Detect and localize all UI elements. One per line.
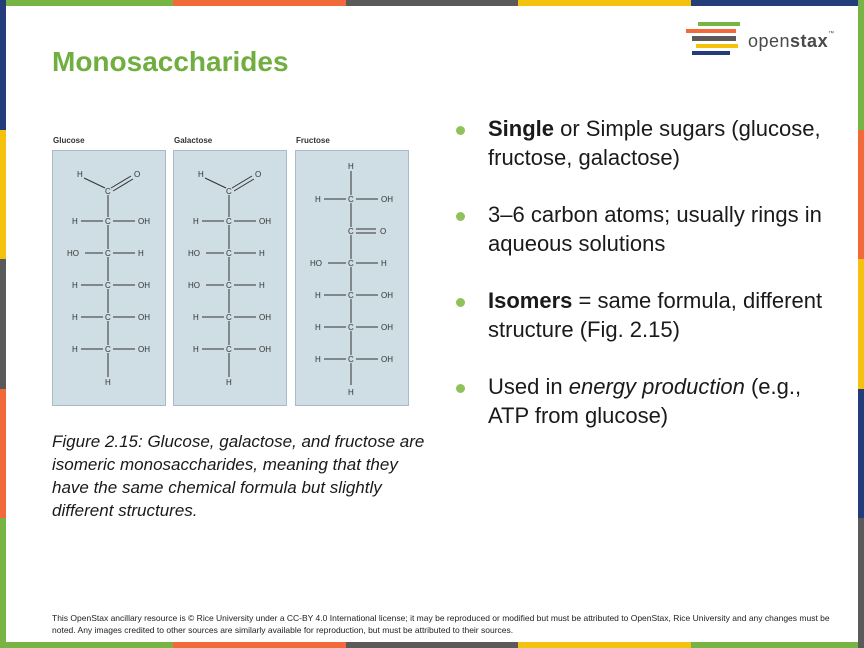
right-color-bar (858, 0, 864, 648)
svg-text:H: H (348, 162, 354, 171)
svg-text:O: O (255, 170, 262, 179)
svg-text:H: H (348, 388, 354, 397)
svg-text:C: C (226, 281, 232, 290)
bullet-dot-icon (456, 384, 465, 393)
svg-text:C: C (105, 313, 111, 322)
svg-text:C: C (226, 345, 232, 354)
svg-text:OH: OH (138, 313, 150, 322)
svg-text:H: H (226, 378, 232, 387)
svg-text:H: H (315, 195, 321, 204)
svg-text:C: C (105, 187, 111, 196)
svg-text:H: H (77, 170, 83, 179)
svg-text:O: O (380, 227, 387, 236)
svg-text:C: C (105, 281, 111, 290)
svg-text:O: O (134, 170, 141, 179)
svg-text:OH: OH (381, 291, 393, 300)
figure-caption: Figure 2.15: Glucose, galactose, and fructose are isomeric monosaccharides, meaning that they have the same chemical formula but slightly different structures. (52, 432, 425, 520)
svg-text:C: C (348, 259, 354, 268)
svg-text:OH: OH (381, 195, 393, 204)
svg-text:OH: OH (138, 281, 150, 290)
svg-text:H: H (193, 345, 199, 354)
slide-title: Monosaccharides (52, 46, 289, 77)
svg-text:HO: HO (67, 249, 79, 258)
galactose-label: Galactose (174, 136, 213, 145)
svg-text:OH: OH (138, 345, 150, 354)
svg-text:H: H (193, 313, 199, 322)
svg-text:H: H (315, 291, 321, 300)
bullet-item: Single or Simple sugars (glucose, fructose, galactose) (456, 115, 826, 172)
openstax-logo-mark (684, 20, 754, 60)
svg-text:H: H (193, 217, 199, 226)
svg-text:OH: OH (259, 217, 271, 226)
glucose-structure (52, 150, 166, 406)
fructose-structure (295, 150, 409, 406)
svg-text:C: C (226, 249, 232, 258)
svg-text:OH: OH (381, 323, 393, 332)
svg-text:HO: HO (188, 281, 200, 290)
license-footer: This OpenStax ancillary resource is © Rice University under a CC-BY 4.0 International license; it may be reproduced or modified but must be attributed to OpenStax, Rice University and any changes must be noted. Any images credited to other sources are similarly available for reproduction, but must be attributed to their sources. (52, 613, 830, 635)
svg-text:H: H (72, 345, 78, 354)
svg-text:C: C (348, 291, 354, 300)
bullet-item: Used in energy production (e.g., ATP from glucose) (456, 373, 826, 430)
top-color-bar (0, 0, 864, 6)
svg-text:OH: OH (138, 217, 150, 226)
svg-text:OH: OH (259, 313, 271, 322)
openstax-wordmark: openstax™ (748, 31, 835, 51)
svg-text:H: H (315, 323, 321, 332)
svg-text:C: C (348, 355, 354, 364)
svg-text:C: C (348, 227, 354, 236)
svg-text:C: C (348, 323, 354, 332)
bullet-dot-icon (456, 126, 465, 135)
svg-text:C: C (226, 187, 232, 196)
bullet-item: Isomers = same formula, different structure (Fig. 2.15) (456, 287, 826, 344)
bullet-list (456, 115, 826, 459)
svg-text:H: H (105, 378, 111, 387)
svg-text:C: C (105, 249, 111, 258)
svg-text:H: H (72, 313, 78, 322)
svg-text:C: C (226, 217, 232, 226)
svg-text:H: H (259, 281, 265, 290)
bullet-dot-icon (456, 298, 465, 307)
bottom-color-bar (0, 642, 864, 648)
left-color-bar (0, 0, 6, 648)
svg-text:H: H (198, 170, 204, 179)
fructose-label: Fructose (296, 136, 330, 145)
svg-text:HO: HO (188, 249, 200, 258)
svg-text:H: H (315, 355, 321, 364)
svg-text:H: H (259, 249, 265, 258)
svg-text:H: H (138, 249, 144, 258)
svg-text:HO: HO (310, 259, 322, 268)
svg-text:OH: OH (381, 355, 393, 364)
svg-text:C: C (226, 313, 232, 322)
bullet-dot-icon (456, 212, 465, 221)
glucose-label: Glucose (53, 136, 85, 145)
svg-text:C: C (105, 345, 111, 354)
svg-text:H: H (381, 259, 387, 268)
galactose-structure (173, 150, 287, 406)
svg-text:OH: OH (259, 345, 271, 354)
svg-text:C: C (348, 195, 354, 204)
svg-text:H: H (72, 281, 78, 290)
svg-text:C: C (105, 217, 111, 226)
svg-text:H: H (72, 217, 78, 226)
bullet-item: 3–6 carbon atoms; usually rings in aqueous solutions (456, 201, 826, 258)
